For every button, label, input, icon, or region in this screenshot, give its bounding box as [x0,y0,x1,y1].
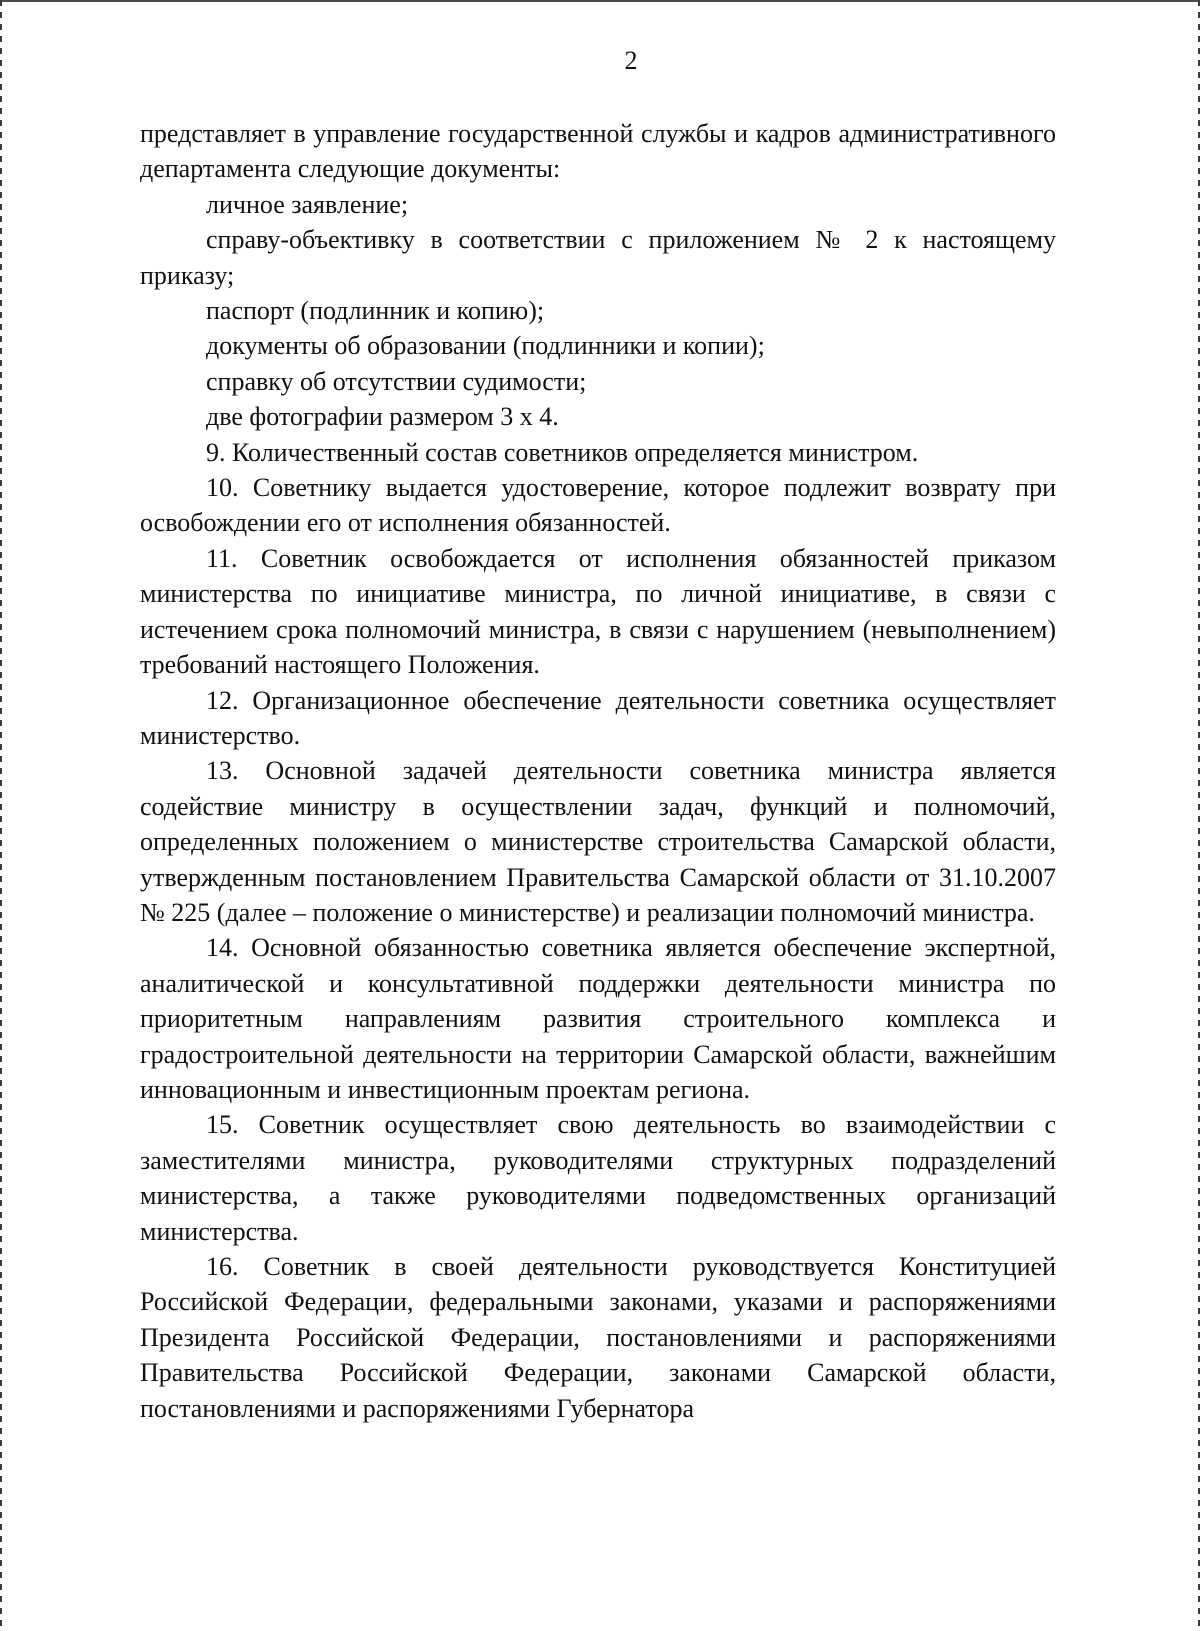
clause-15: 15. Советник осуществляет свою деятельность во взаимодействии с заместителями министра, руководителями структурных подразделений министерства, а также руководителями подведомственных организаций министерства. [140,1110,1056,1246]
list-item-education: документы об образовании (подлинники и копии); [206,331,765,361]
scan-edge-top [0,0,1200,2]
list-item-photos: две фотографии размером 3 х 4. [206,402,559,432]
list-item-statement: личное заявление; [206,189,409,219]
list-item-passport: паспорт (подлинник и копию); [206,296,545,326]
clause-14: 14. Основной обязанностью советника является обеспечение экспертной, аналитической и консультативной поддержки деятельности министра по приоритетным направлениям развития строительного комплекса и градостроительной деятельности на территории Самарской области, важнейшим инновационным и инвестиционным проектам региона. [140,933,1056,1104]
scan-edge-left [0,0,2,1631]
clause-16: 16. Советник в своей деятельности руководствуется Конституцией Российской Федерации, федеральными законами, указами и распоряжениями Президента Российской Федерации, постановлениями и распоряжениями Правительства Российской Федерации, законами Самарской области, постановлениями и распоряжениями Губернатора [140,1252,1056,1423]
clause-11: 11. Советник освобождается от исполнения обязанностей приказом министерства по инициативе министра, по личной инициативе, в связи с истечением срока полномочий министра, в связи с нарушением (невыполнением) требований настоящего Положения. [140,543,1056,680]
list-item-record: справку об отсутствии судимости; [206,366,587,396]
clause-13: 13. Основной задачей деятельности советника министра является содействие министру в осуществлении задач, функций и полномочий, определенных положением о министерстве строительства Самарской области, утвержденным постановлением Правительства Самарской области от 31.10.2007 № 225 (далее – положение о министерстве) и реализации полномочий министра. [140,756,1056,927]
clause-12: 12. Организационное обеспечение деятельности советника осуществляет министерство. [140,685,1056,750]
clause-10: 10. Советнику выдается удостоверение, которое подлежит возврату при освобождении его от исполнения обязанностей. [140,473,1056,538]
document-body [140,116,1056,1426]
paragraph-intro: представляет в управление государственной службы и кадров административного департамента следующие документы: [140,119,1056,184]
clause-9: 9. Количественный состав советников определяется министром. [206,437,919,467]
list-item-reference: справу-объективку в соответствии с приложением № 2 к настоящему приказу; [140,225,1056,290]
page-number: 2 [624,46,638,75]
